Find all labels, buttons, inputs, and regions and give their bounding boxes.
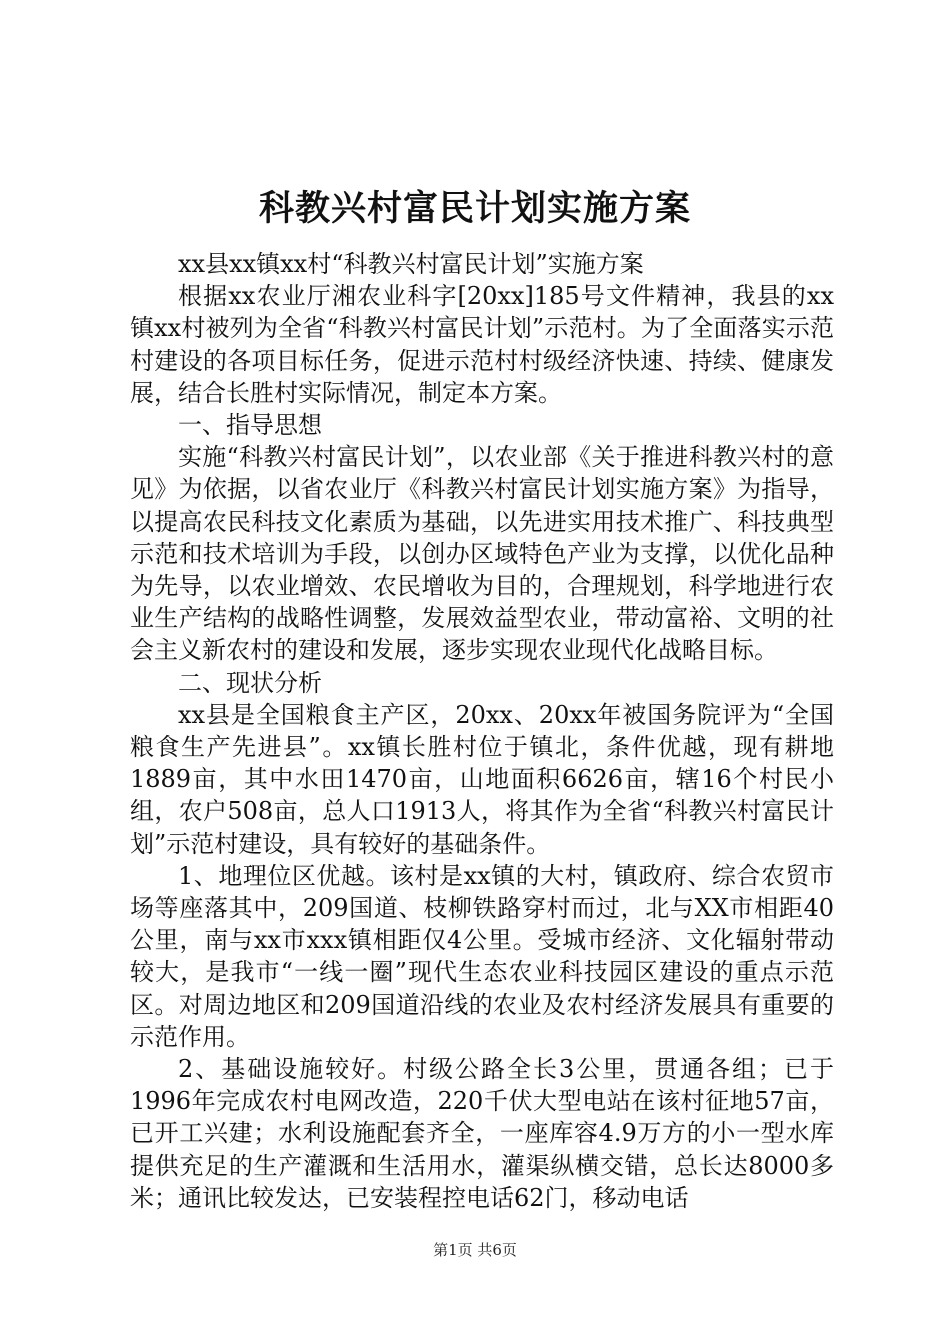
document-subtitle-paragraph: xx县xx镇xx村“科教兴村富民计划”实施方案 [178, 250, 644, 278]
section-heading-status-analysis: 二、现状分析 [178, 668, 322, 697]
status-analysis-paragraph: xx县是全国粮食主产区，20xx、20xx年被国务院评为“全国粮食生产先进县”。xx镇长胜村位于镇北，条件优越，现有耕地1889亩，其中水田1470亩，山地面积6626亩，辖16个村民小组，农户508亩，总人口1913人，将其作为全省“科教兴村富民计划”示范村建设，具有较好的基础条件。 [130, 700, 834, 858]
page-footer: 第1页 共6页 [433, 1241, 517, 1259]
document-title: 科教兴村富民计划实施方案 [258, 188, 691, 229]
guiding-ideology-paragraph: 实施“科教兴村富民计划”，以农业部《关于推进科教兴村的意见》为依据，以省农业厅《科教兴村富民计划实施方案》为指导，以提高农民科技文化素质为基础，以先进实用技术推广、科技典型示范和技术培训为手段，以创办区域特色产业为支撑，以优化品种为先导，以农业增效、农民增收为目的，合理规划，科学地进行农业生产结构的战略性调整，发展效益型农业，带动富裕、文明的社会主义新农村的建设和发展，逐步实现农业现代化战略目标。 [130, 443, 834, 665]
section-heading-guiding-ideology: 一、指导思想 [178, 411, 322, 440]
infrastructure-paragraph: 2、基础设施较好。村级公路全长3公里，贯通各组；已于1996年完成农村电网改造，220千伏大型电站在该村征地57亩，已开工兴建；水利设施配套齐全，一座库容4.9万方的小一型水库提供充足的生产灌溉和生活用水，灌渠纵横交错，总长达8000多米；通讯比较发达，已安装程控电话62门，移动电话 [130, 1055, 834, 1212]
document-body [130, 248, 834, 1214]
location-advantage-paragraph: 1、地理位区优越。该村是xx镇的大村，镇政府、综合农贸市场等座落其中，209国道、枝柳铁路穿村而过，北与XX市相距40公里，南与xx市xxx镇相距仅4公里。受城市经济、文化辐射带动较大，是我市“一线一圈”现代生态农业科技园区建设的重点示范区。对周边地区和209国道沿线的农业及农村经济发展具有重要的示范作用。 [130, 861, 834, 1051]
intro-paragraph: 根据xx农业厅湘农业科字[20xx]185号文件精神，我县的xx镇xx村被列为全省“科教兴村富民计划”示范村。为了全面落实示范村建设的各项目标任务，促进示范村村级经济快速、持续、健康发展，结合长胜村实际情况，制定本方案。 [130, 282, 834, 407]
